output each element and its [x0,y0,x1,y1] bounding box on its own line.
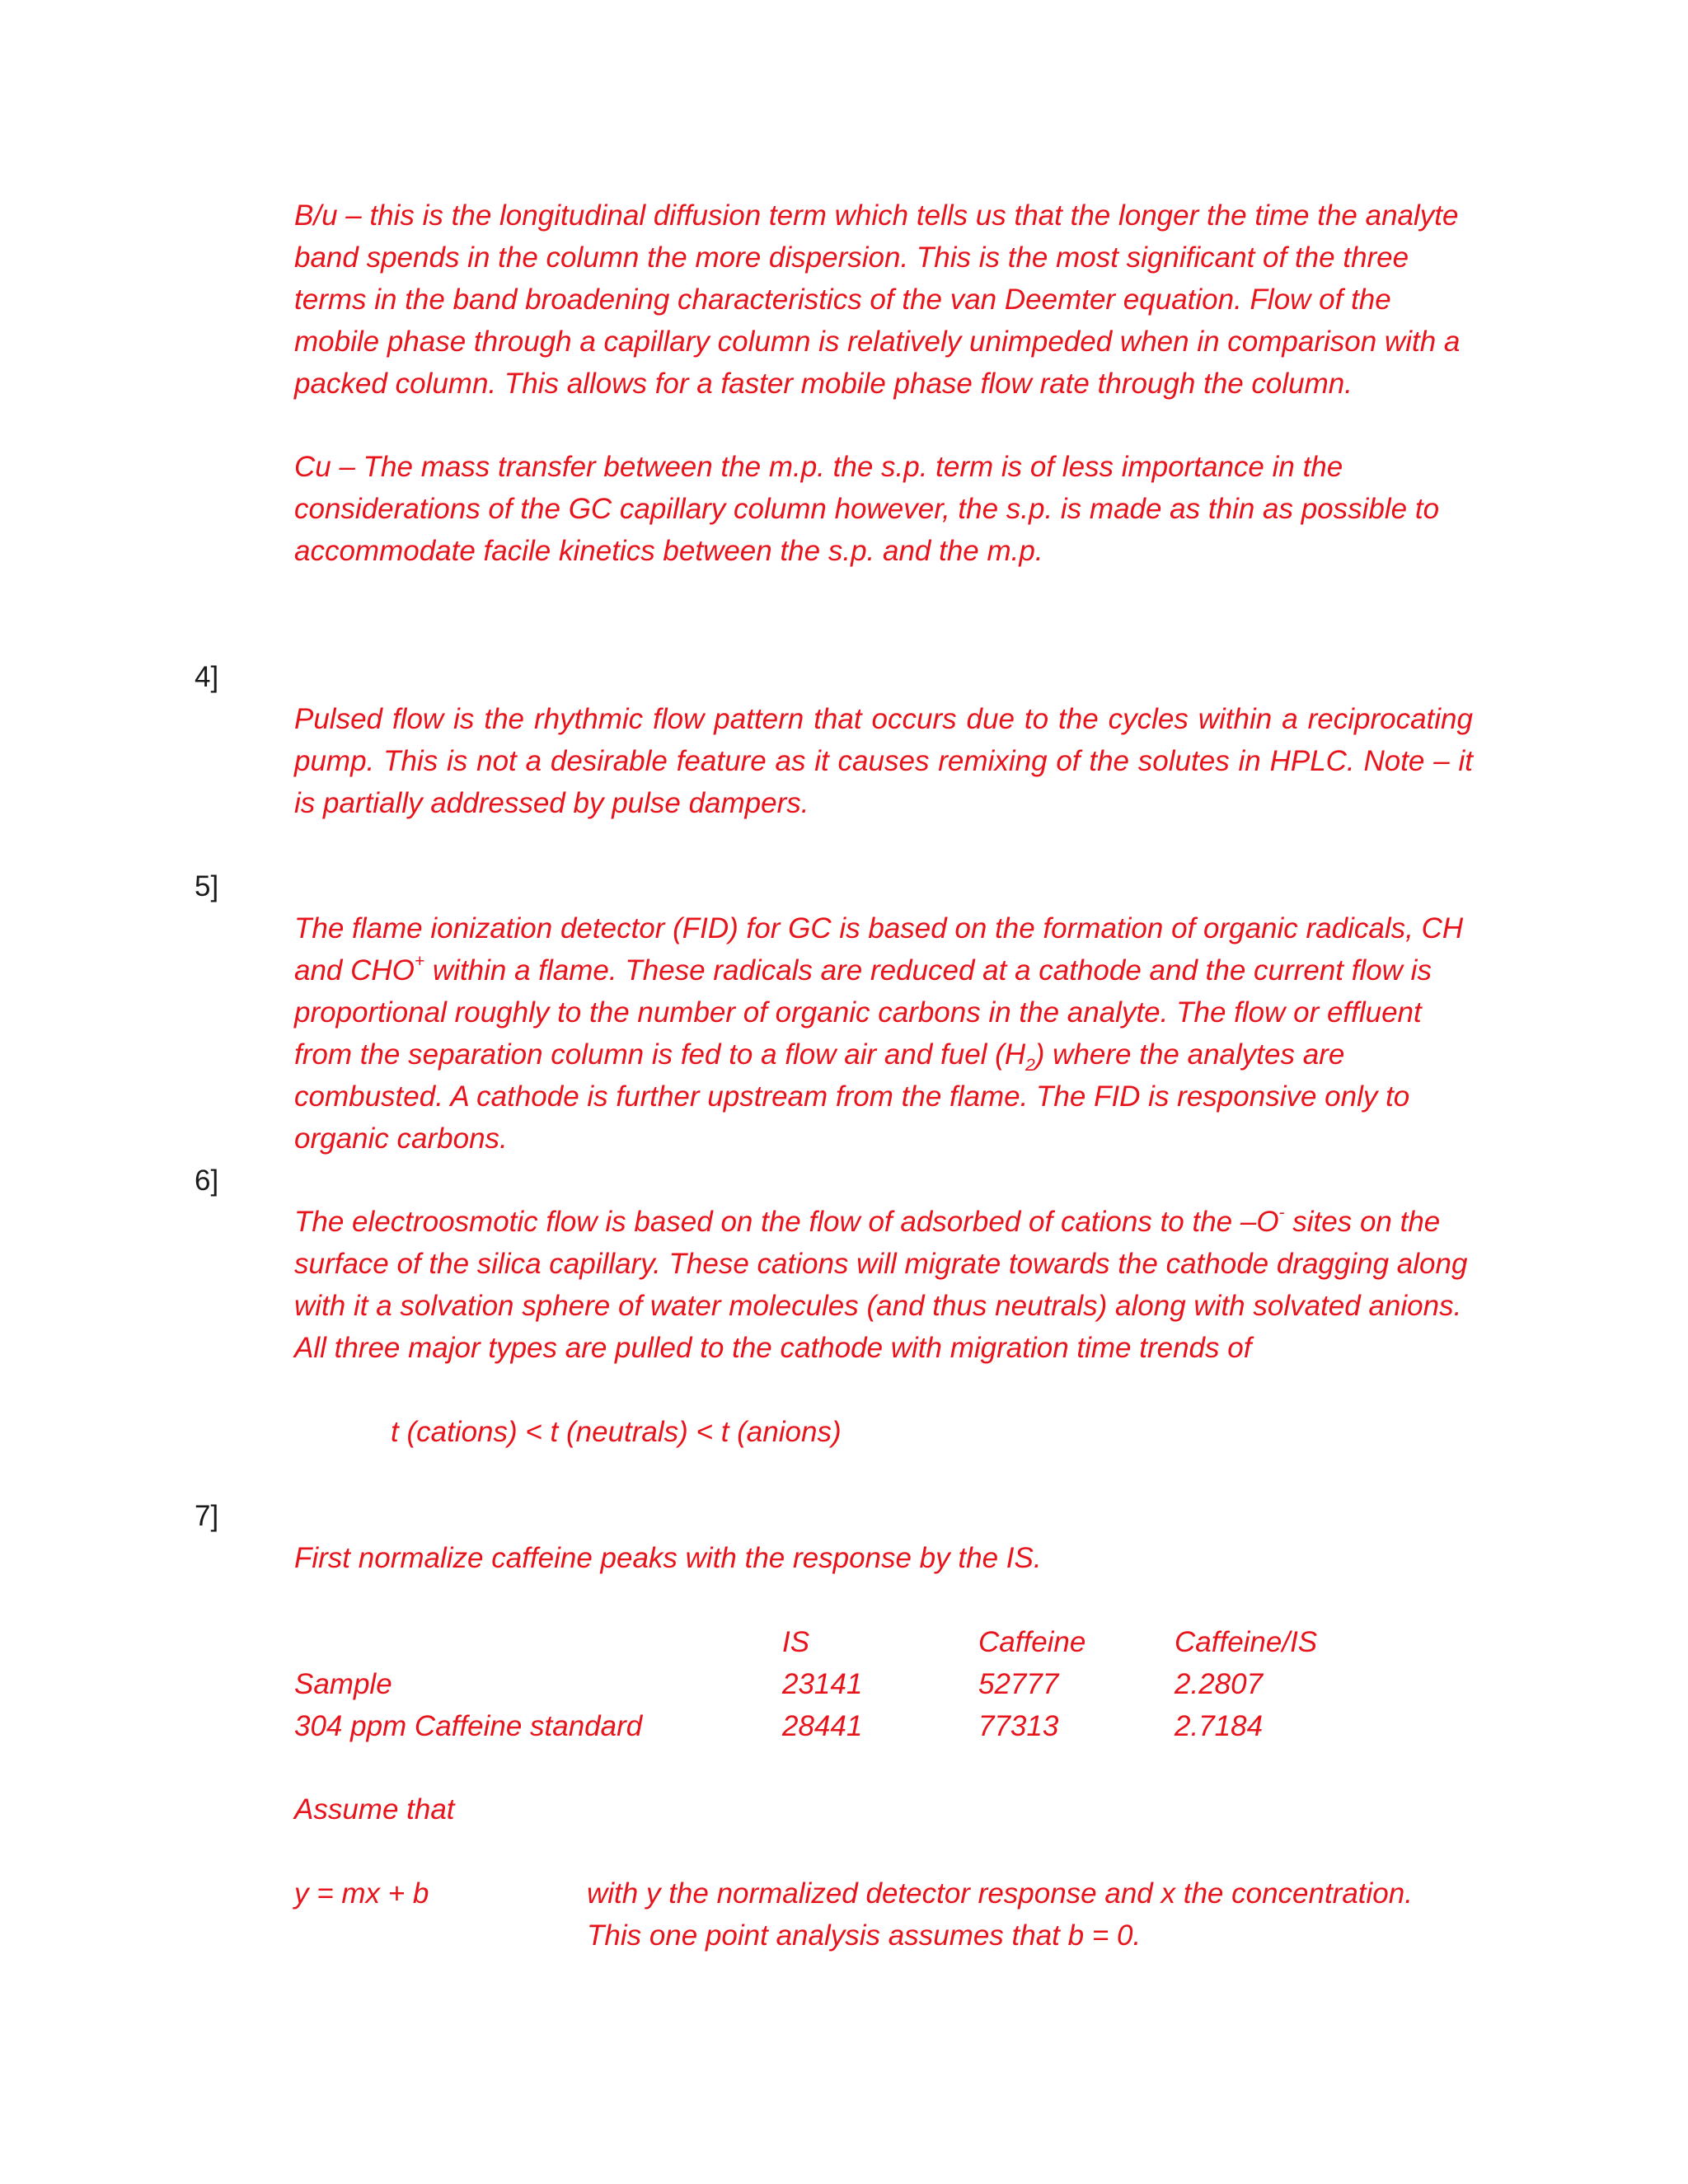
subscript-two: 2 [1025,1056,1035,1075]
q4-paragraph: Pulsed flow is the rhythmic flow pattern that occurs due to the cycles within a reciprocating pump. This is not a desirable feature as it causes remixing of the solutes in HPLC. Note – it is partially addressed by pulse dampers. [294,703,1473,819]
table-cell: 23141 [782,1668,863,1700]
table-header-ratio: Caffeine/IS [1175,1626,1318,1658]
question-number-7: 7] [195,1500,219,1532]
table-cell: 2.2807 [1175,1668,1264,1700]
b-term-paragraph: B/u – this is the longitudinal diffusion term which tells us that the longer the time the analyte band spends in the column the more dispersion. This is the most significant of the three terms in the band broadening characteristics of the van Deemter equation. Flow of the mobile phase through a capillary column is relatively unimpeded when in comparison with a packed column. This allows for a faster mobile phase flow rate through the column. [294,199,1461,400]
migration-trend: t (cations) < t (neutrals) < t (anions) [391,1416,842,1448]
table-row-label: 304 ppm Caffeine standard [294,1710,643,1742]
superscript-plus: + [414,952,425,972]
question-number-6: 6] [195,1165,219,1197]
q7-intro: First normalize caffeine peaks with the response by the IS. [294,1542,1042,1574]
q6-paragraph: The electroosmotic flow is based on the flow of adsorbed of cations to the –O- sites on the surface of the silica capillary. These cations will migrate towards the cathode dragging along with it a solvation sphere of water molecules (and thus neutrals) along with solvated anions. All three major types are pulled to the cathode with migration time trends of [294,1203,1468,1364]
linear-equation: y = mx + b [294,1877,429,1910]
question-number-5: 5] [195,870,219,902]
table-cell: 77313 [978,1710,1059,1742]
table-header-is: IS [782,1626,810,1658]
table-cell: 2.7184 [1175,1710,1264,1742]
table-header-caffeine: Caffeine [978,1626,1086,1658]
question-number-4: 4] [195,661,219,693]
table-cell: 28441 [782,1710,863,1742]
table-row-label: Sample [294,1668,392,1700]
q5-paragraph: The flame ionization detector (FID) for GC is based on the formation of organic radicals, CH and CHO+ within a flame. These radicals are reduced at a cathode and the current flow is proportional roughly to the number of organic carbons in the analyte. The flow or effluent from the separation column is fed to a flow air and fuel $(H_2)$ where the analytes are combusted. A cathode is further upstream from the flame. The FID is responsive only to organic carbons. [294,912,1464,1155]
assume-text: Assume that [294,1793,455,1825]
superscript-minus: - [1278,1203,1285,1223]
c-term-paragraph: Cu – The mass transfer between the m.p. the s.p. term is of less importance in the considerations of the GC capillary column however, the s.p. is made as thin as possible to accommodate facile kinetics between the s.p. and the m.p. [294,451,1440,567]
table-cell: 52777 [978,1668,1059,1700]
equation-note: with y the normalized detector response and x the concentration. This one point analysis assumes that b = 0. [587,1877,1413,1952]
